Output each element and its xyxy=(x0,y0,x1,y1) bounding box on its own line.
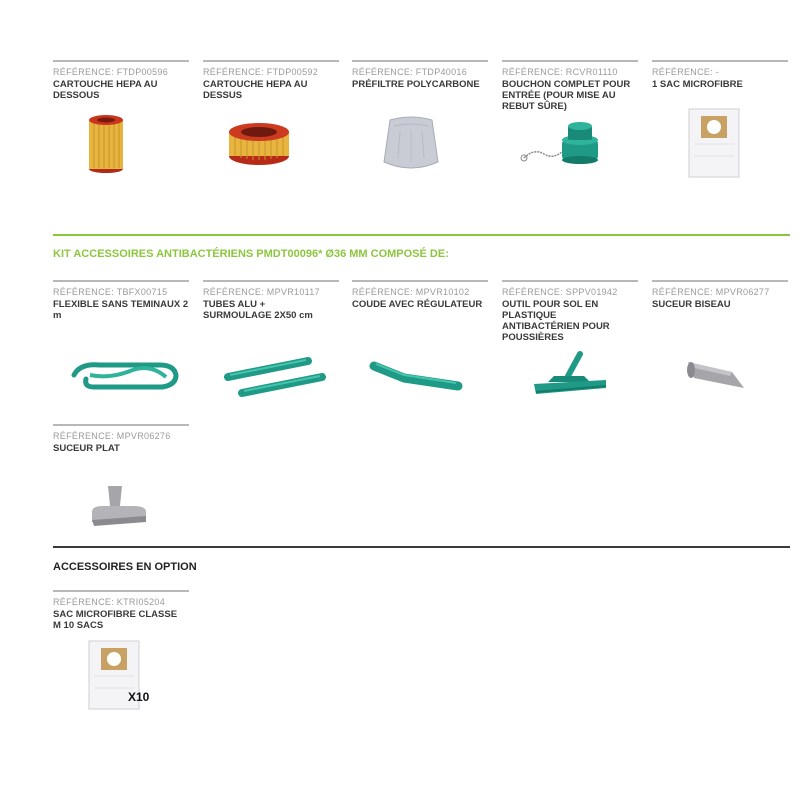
floor-tool-icon xyxy=(530,350,610,398)
card-divider xyxy=(203,280,339,282)
options-section-title: ACCESSOIRES EN OPTION xyxy=(53,561,197,573)
product-name: BOUCHON COMPLET POUR ENTRÉE (POUR MISE AU REBUT SÛRE) xyxy=(502,79,631,112)
product-card xyxy=(502,60,638,112)
flexible-hose-icon xyxy=(70,355,182,401)
product-name: 1 SAC MICROFIBRE xyxy=(652,79,743,90)
card-divider xyxy=(352,280,488,282)
product-card xyxy=(53,60,189,101)
product-name: CARTOUCHE HEPA AU DESSUS xyxy=(203,79,308,101)
product-card xyxy=(53,280,189,321)
elbow-icon xyxy=(368,360,466,394)
product-name: CARTOUCHE HEPA AU DESSOUS xyxy=(53,79,158,101)
product-name: SUCEUR BISEAU xyxy=(652,299,731,310)
product-card xyxy=(203,280,339,321)
product-reference: RÉFÉRENCE: RCVR01110 xyxy=(502,67,618,77)
cap-plug-icon xyxy=(520,118,610,168)
card-divider xyxy=(53,590,189,592)
flat-nozzle-icon xyxy=(88,482,150,528)
product-name: FLEXIBLE SANS TEMINAUX 2 m xyxy=(53,299,189,321)
card-divider xyxy=(203,60,339,62)
product-name: SAC MICROFIBRE CLASSE M 10 SACS xyxy=(53,609,178,631)
product-card xyxy=(652,280,788,310)
prefilter-bag-icon xyxy=(380,112,442,172)
product-reference: RÉFÉRENCE: TBFX00715 xyxy=(53,287,168,297)
quantity-label: X10 xyxy=(128,690,150,704)
product-reference: RÉFÉRENCE: MPVR06277 xyxy=(652,287,770,297)
product-reference: RÉFÉRENCE: FTDP00592 xyxy=(203,67,319,77)
product-reference: RÉFÉRENCE: MPVR10102 xyxy=(352,287,470,297)
section-divider xyxy=(53,234,790,236)
cartridge-wide-icon xyxy=(227,118,291,168)
product-name: COUDE AVEC RÉGULATEUR xyxy=(352,299,483,310)
cartridge-cylinder-icon xyxy=(86,112,126,174)
kit-section-title: KIT ACCESSOIRES ANTIBACTÉRIENS PMDT00096* Ø36 MM COMPOSÉ DE: xyxy=(53,248,449,260)
card-divider xyxy=(652,60,788,62)
product-reference: RÉFÉRENCE: SPPV01942 xyxy=(502,287,618,297)
product-card xyxy=(352,280,488,310)
product-name: SUCEUR PLAT xyxy=(53,443,120,454)
product-reference: RÉFÉRENCE: FTDP40016 xyxy=(352,67,468,77)
product-reference: RÉFÉRENCE: MPVR10117 xyxy=(203,287,320,297)
product-name: OUTIL POUR SOL EN PLASTIQUE ANTIBACTÉRIEN POUR POUSSIÈRES xyxy=(502,299,610,343)
card-divider xyxy=(652,280,788,282)
card-divider xyxy=(352,60,488,62)
tubes-icon xyxy=(220,355,330,401)
card-divider xyxy=(53,424,189,426)
product-card xyxy=(203,60,339,101)
card-divider xyxy=(53,60,189,62)
product-name: PRÉFILTRE POLYCARBONE xyxy=(352,79,480,90)
card-divider xyxy=(502,280,638,282)
section-divider xyxy=(53,546,790,548)
crevice-nozzle-icon xyxy=(684,356,748,392)
product-card xyxy=(502,280,638,343)
card-divider xyxy=(502,60,638,62)
product-card xyxy=(53,590,189,631)
product-reference: RÉFÉRENCE: KTRI05204 xyxy=(53,597,166,607)
product-card xyxy=(53,424,189,454)
product-name: TUBES ALU + SURMOULAGE 2X50 cm xyxy=(203,299,313,321)
product-reference: RÉFÉRENCE: MPVR06276 xyxy=(53,431,171,441)
card-divider xyxy=(53,280,189,282)
product-reference: RÉFÉRENCE: FTDP00596 xyxy=(53,67,169,77)
product-reference: RÉFÉRENCE: - xyxy=(652,67,720,77)
product-card xyxy=(352,60,488,90)
microfibre-bag-icon xyxy=(688,108,740,178)
product-card xyxy=(652,60,788,90)
